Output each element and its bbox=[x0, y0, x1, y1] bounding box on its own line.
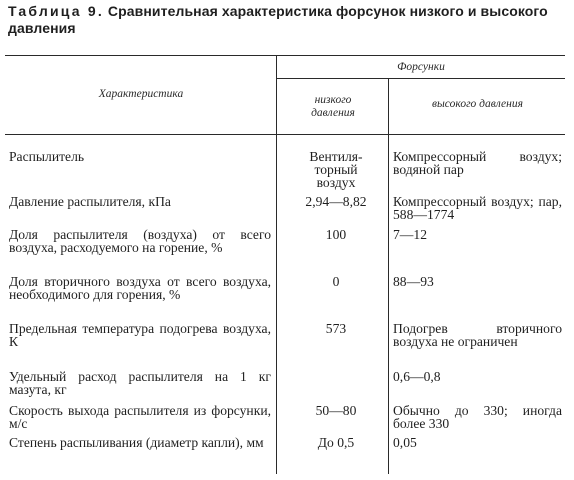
row-2-low: 2,94—8,82 bbox=[305, 194, 367, 209]
table-number: Таблица 9. bbox=[8, 3, 104, 19]
row-2-characteristic: Давление распылителя, кПа bbox=[9, 194, 171, 209]
column-divider-1 bbox=[276, 56, 277, 474]
row-5-high: Подогрев вторичного воздуха не ограничен bbox=[393, 321, 562, 349]
row-3-high: 7—12 bbox=[393, 227, 427, 242]
row-4-low: 0 bbox=[332, 274, 340, 289]
table-title bbox=[8, 3, 564, 37]
header-injectors: Форсунки bbox=[397, 61, 445, 73]
row-1-characteristic: Распылитель bbox=[9, 149, 85, 164]
row-3-low: 100 bbox=[325, 227, 347, 242]
header-characteristic: Характеристика bbox=[98, 88, 184, 100]
table-top-rule bbox=[5, 55, 565, 56]
row-6-high: 0,6—0,8 bbox=[393, 369, 441, 384]
row-3-characteristic: Доля распылителя (воздуха) от всего воздуха, расходуемого на горение, % bbox=[9, 227, 271, 255]
row-5-characteristic: Предельная температура подогрева воздуха, К bbox=[9, 321, 271, 349]
row-4-high: 88—93 bbox=[393, 274, 434, 289]
table-caption: Сравнительная характеристика форсунок низкого и высокого давления bbox=[8, 3, 548, 36]
injectors-header-rule bbox=[276, 78, 565, 79]
row-7-characteristic: Скорость выхода распылителя из форсунки, м/с bbox=[9, 403, 271, 431]
row-4-characteristic: Доля вторичного воздуха от всего воздуха, необходимого для горения, % bbox=[9, 274, 271, 302]
header-low-pressure: низкого давления bbox=[311, 94, 355, 119]
row-7-low: 50—80 bbox=[315, 403, 357, 418]
header-bottom-rule bbox=[5, 134, 565, 135]
row-5-low: 573 bbox=[325, 321, 347, 336]
row-6-characteristic: Удельный расход распылителя на 1 кг мазута, кг bbox=[9, 369, 271, 397]
header-high-pressure: высокого давления bbox=[432, 98, 523, 110]
row-7-high: Обычно до 330; иногда более 330 bbox=[393, 403, 562, 431]
row-8-low: До 0,5 bbox=[317, 435, 355, 450]
row-1-low: Вентиля-торный воздух bbox=[309, 149, 363, 190]
row-8-high: 0,05 bbox=[393, 435, 417, 450]
row-8-characteristic: Степень распыливания (диаметр капли), мм bbox=[9, 435, 264, 450]
row-2-high: Компрессорный воздух; пар, 588—1774 bbox=[393, 194, 562, 222]
row-1-high: Компрессорный воздух; водяной пар bbox=[393, 149, 562, 177]
